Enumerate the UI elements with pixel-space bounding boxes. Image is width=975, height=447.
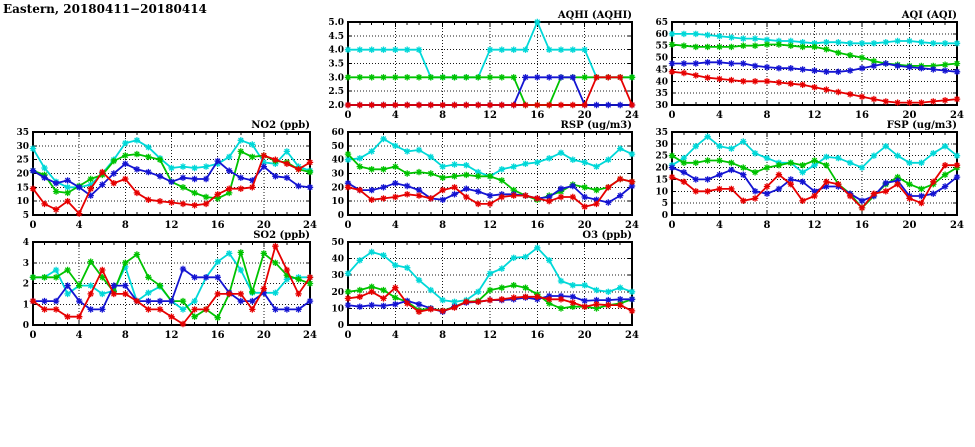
- y-axis-labels: [331, 238, 344, 331]
- svg-text:5: 5: [661, 199, 668, 210]
- chart-title: FSP (ug/m3): [886, 120, 957, 131]
- series-green: [669, 153, 960, 212]
- svg-text:20: 20: [16, 169, 29, 180]
- svg-text:60: 60: [331, 128, 344, 138]
- svg-text:24: 24: [950, 110, 964, 121]
- svg-text:0: 0: [661, 211, 668, 221]
- svg-text:20: 20: [256, 220, 271, 231]
- chart-title: AQI (AQI): [901, 10, 957, 21]
- svg-text:10: 10: [16, 197, 29, 208]
- chart-title: RSP (ug/m3): [560, 120, 632, 131]
- series-green: [30, 249, 313, 321]
- svg-text:2.5: 2.5: [328, 87, 344, 98]
- svg-text:4.5: 4.5: [328, 31, 344, 42]
- chart-title: AQHI (AQHI): [557, 10, 632, 21]
- svg-text:24: 24: [950, 220, 964, 231]
- svg-text:50: 50: [655, 53, 668, 64]
- svg-text:3.0: 3.0: [328, 73, 344, 84]
- svg-text:12: 12: [807, 220, 822, 231]
- svg-text:4: 4: [22, 238, 29, 248]
- svg-text:50: 50: [331, 238, 344, 248]
- svg-text:30: 30: [331, 271, 344, 282]
- svg-text:4: 4: [391, 110, 399, 121]
- svg-text:12: 12: [483, 330, 497, 341]
- svg-text:35: 35: [16, 128, 29, 138]
- svg-text:8: 8: [121, 220, 129, 231]
- svg-text:5: 5: [22, 211, 29, 221]
- svg-text:12: 12: [807, 110, 822, 121]
- svg-text:0: 0: [22, 321, 29, 331]
- chart-canvas-rsp: [318, 118, 646, 235]
- svg-text:4: 4: [716, 110, 723, 121]
- svg-text:24: 24: [625, 330, 639, 341]
- svg-text:12: 12: [483, 110, 497, 121]
- chart-canvas-fsp: [642, 118, 971, 235]
- chart-canvas-so2: [3, 228, 324, 345]
- svg-text:8: 8: [121, 330, 129, 341]
- svg-text:24: 24: [625, 220, 639, 231]
- svg-text:20: 20: [577, 220, 592, 231]
- page-title: Eastern, 20180411−20180414: [3, 2, 207, 16]
- chart-title: NO2 (ppb): [251, 120, 310, 131]
- svg-text:0: 0: [344, 330, 352, 341]
- svg-text:4: 4: [75, 330, 83, 341]
- chart-aqhi: [318, 8, 646, 125]
- x-axis-labels: [30, 330, 317, 341]
- svg-text:20: 20: [331, 183, 344, 194]
- svg-text:10: 10: [331, 197, 344, 208]
- svg-text:30: 30: [16, 141, 29, 152]
- series-red: [30, 243, 313, 327]
- chart-no2: [3, 118, 324, 235]
- svg-text:30: 30: [655, 101, 668, 111]
- svg-text:16: 16: [855, 110, 869, 121]
- svg-text:40: 40: [655, 77, 668, 88]
- chart-so2: [3, 228, 324, 345]
- svg-text:25: 25: [655, 151, 668, 162]
- svg-text:12: 12: [164, 220, 179, 231]
- series-cyan: [669, 134, 960, 176]
- svg-text:8: 8: [439, 110, 447, 121]
- svg-text:40: 40: [331, 254, 344, 265]
- y-axis-labels: [23, 238, 29, 331]
- svg-text:24: 24: [625, 110, 639, 121]
- svg-text:4: 4: [391, 220, 399, 231]
- x-axis-labels: [669, 220, 964, 231]
- svg-text:4: 4: [716, 220, 723, 231]
- chart-title: SO2 (ppb): [253, 230, 310, 241]
- svg-text:5.0: 5.0: [328, 18, 344, 28]
- svg-text:8: 8: [763, 110, 771, 121]
- svg-text:8: 8: [439, 220, 447, 231]
- chart-title: O3 (ppb): [582, 230, 632, 241]
- svg-text:55: 55: [655, 41, 668, 52]
- svg-text:4: 4: [391, 330, 399, 341]
- svg-text:24: 24: [303, 220, 317, 231]
- svg-text:10: 10: [655, 187, 668, 198]
- svg-text:20: 20: [655, 163, 668, 174]
- chart-fsp: [642, 118, 971, 235]
- chart-canvas-o3: [318, 228, 646, 345]
- svg-text:30: 30: [655, 139, 668, 150]
- svg-text:25: 25: [16, 155, 29, 166]
- svg-text:15: 15: [16, 183, 29, 194]
- svg-text:4.0: 4.0: [328, 45, 344, 56]
- chart-o3: [318, 228, 646, 345]
- svg-text:0: 0: [29, 220, 37, 231]
- svg-text:20: 20: [577, 330, 592, 341]
- y-axis-labels: [655, 128, 668, 221]
- svg-text:0: 0: [668, 110, 676, 121]
- chart-rsp: [318, 118, 646, 235]
- svg-text:35: 35: [655, 128, 668, 138]
- svg-text:12: 12: [164, 330, 179, 341]
- chart-canvas-aqhi: [318, 8, 646, 125]
- gridlines: [672, 132, 957, 215]
- svg-text:20: 20: [331, 287, 344, 298]
- svg-text:8: 8: [439, 330, 447, 341]
- svg-text:16: 16: [210, 330, 225, 341]
- y-axis-labels: [331, 128, 344, 221]
- gridlines: [33, 242, 310, 325]
- svg-text:3.5: 3.5: [328, 59, 344, 70]
- svg-text:35: 35: [655, 89, 668, 100]
- series-markers-red: [30, 243, 313, 327]
- svg-text:12: 12: [483, 220, 497, 231]
- svg-text:30: 30: [331, 169, 344, 180]
- svg-text:0: 0: [337, 211, 344, 221]
- series-cyan: [345, 136, 635, 180]
- svg-text:40: 40: [331, 155, 344, 166]
- svg-text:0: 0: [337, 321, 344, 331]
- svg-text:2: 2: [22, 279, 29, 290]
- svg-text:0: 0: [344, 220, 352, 231]
- y-axis-labels: [16, 128, 29, 221]
- svg-text:60: 60: [655, 29, 668, 40]
- svg-text:10: 10: [331, 304, 344, 315]
- svg-text:16: 16: [855, 220, 869, 231]
- svg-text:16: 16: [530, 220, 545, 231]
- svg-text:45: 45: [655, 65, 668, 76]
- svg-text:16: 16: [530, 110, 545, 121]
- svg-text:1: 1: [22, 300, 29, 311]
- svg-text:16: 16: [210, 220, 225, 231]
- svg-text:16: 16: [530, 330, 545, 341]
- svg-text:65: 65: [655, 18, 668, 28]
- svg-text:2.0: 2.0: [328, 101, 344, 111]
- gridlines: [672, 22, 957, 105]
- x-axis-labels: [345, 330, 639, 341]
- chart-canvas-aqi: [642, 8, 971, 125]
- svg-text:50: 50: [331, 141, 344, 152]
- svg-text:3: 3: [22, 258, 29, 269]
- chart-canvas-no2: [3, 118, 324, 235]
- svg-text:20: 20: [902, 220, 917, 231]
- svg-text:15: 15: [655, 175, 668, 186]
- svg-text:20: 20: [256, 330, 271, 341]
- svg-text:8: 8: [763, 220, 771, 231]
- svg-text:20: 20: [902, 110, 917, 121]
- svg-text:24: 24: [303, 330, 317, 341]
- svg-text:0: 0: [29, 330, 37, 341]
- svg-text:0: 0: [668, 220, 676, 231]
- y-axis-labels: [655, 18, 668, 111]
- gridlines: [348, 242, 632, 325]
- y-axis-labels: [328, 18, 344, 111]
- svg-text:4: 4: [75, 220, 83, 231]
- svg-text:0: 0: [344, 110, 352, 121]
- chart-aqi: [642, 8, 971, 125]
- svg-text:20: 20: [577, 110, 592, 121]
